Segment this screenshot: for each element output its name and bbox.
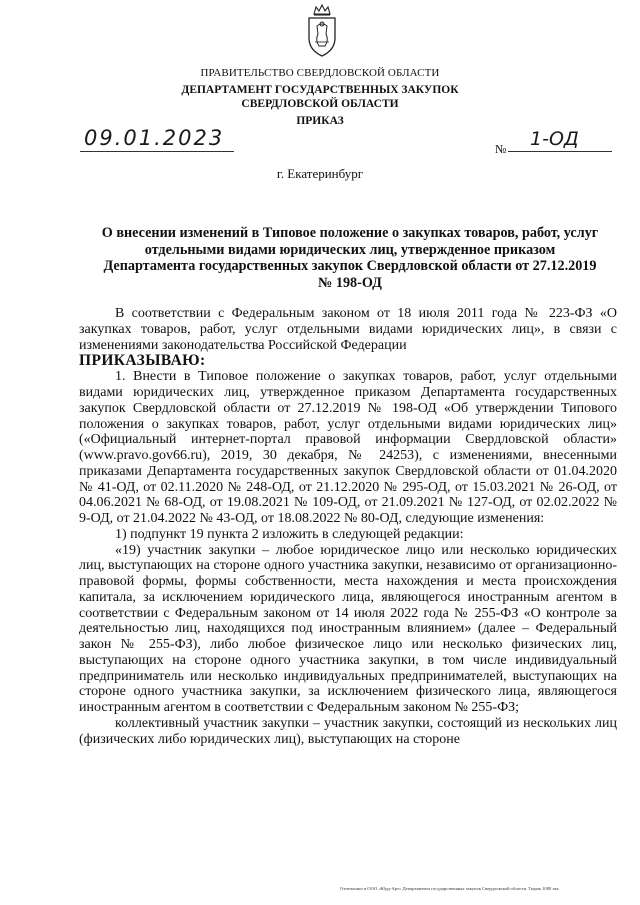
- government-name: ПРАВИТЕЛЬСТВО СВЕРДЛОВСКОЙ ОБЛАСТИ: [200, 67, 440, 79]
- order-date: 09.01.2023: [80, 125, 234, 152]
- department-name-line1: ДЕПАРТАМЕНТ ГОСУДАРСТВЕННЫХ ЗАКУПОК: [181, 84, 459, 96]
- department-name-line2: СВЕРДЛОВСКОЙ ОБЛАСТИ: [241, 98, 399, 110]
- document-title: О внесении изменений в Типовое положение о закупках товаров, работ, услуг отдельными видами юридических лиц, утвержденное приказом Департамента государственных закупок Свердловской области от 27.12.2019 № 198-ОД: [101, 225, 599, 291]
- collective-participant-paragraph: коллективный участник закупки – участник закупки, состоящий из нескольких лиц (физических либо юридических лиц), выступающих на стороне: [79, 715, 617, 747]
- subclause-1-paragraph: 1) подпункт 19 пункта 2 изложить в следующей редакции:: [115, 526, 464, 542]
- document-type: ПРИКАЗ: [296, 115, 344, 127]
- preamble-paragraph: В соответствии с Федеральным законом от 18 июля 2011 года № 223-ФЗ «О закупках товаров, работ, услуг отдельными видами юридических лиц», в связи с изменениями законодательства Российской Федерации: [79, 306, 617, 353]
- city: г. Екатеринбург: [276, 166, 364, 181]
- print-footer: Отпечатано в ООО «Юрд-Арт» Департамента государственных закупок Свердловской области. Тираж 1000 экз.: [340, 886, 560, 891]
- order-heading: ПРИКАЗЫВАЮ:: [79, 352, 206, 370]
- order-number: 1-ОД: [508, 127, 612, 152]
- number-sign: №: [495, 142, 507, 156]
- document-body: [79, 306, 617, 747]
- coat-of-arms-icon: [303, 2, 341, 60]
- definition-19-paragraph: «19) участник закупки – любое юридическое лицо или несколько юридических лиц, выступающих на стороне одного участника закупки, независимо от организационно-правовой формы, формы собственности, места нахождения и места происхождения капитала, за исключением юридического лица, являющегося иностранным агентом в соответствии с Федеральным законом от 14 июля 2022 года № 255-ФЗ «О контроле за деятельностью лиц, находящихся под иностранным влиянием» (далее – Федеральный закон № 255-ФЗ), либо любое физическое лицо или несколько физических лиц, выступающих на стороне одного участника закупки, в том числе индивидуальный предприниматель или несколько индивидуальных предпринимателей, выступающих на стороне одного участника закупки, за исключением физического лица, являющегося иностранным агентом в соответствии с Федеральным законом № 255-ФЗ;: [79, 542, 617, 715]
- clause-1-paragraph: 1. Внести в Типовое положение о закупках товаров, работ, услуг отдельными видами юридических лиц, утвержденное приказом Департамента государственных закупок Свердловской области от 27.12.2019 № 198-ОД «Об утверждении Типового положения о закупках товаров, работ, услуг отдельными видами юридических лиц» («Официальный интернет-портал правовой информации Свердловской области» (www.pravo.gov66.ru), 2019, 30 декабря, № 24253), с изменениями, внесенными приказами Департамента государственных закупок Свердловской области от 01.04.2020 № 41-ОД, от 02.11.2020 № 248-ОД, от 21.12.2020 № 295-ОД, от 15.03.2021 № 26-ОД, от 04.06.2021 № 68-ОД, от 19.08.2021 № 109-ОД, от 21.09.2021 № 127-ОД, от 02.02.2022 № 9-ОД, от 21.04.2022 № 43-ОД, от 18.08.2022 № 80-ОД, следующие изменения:: [79, 369, 617, 526]
